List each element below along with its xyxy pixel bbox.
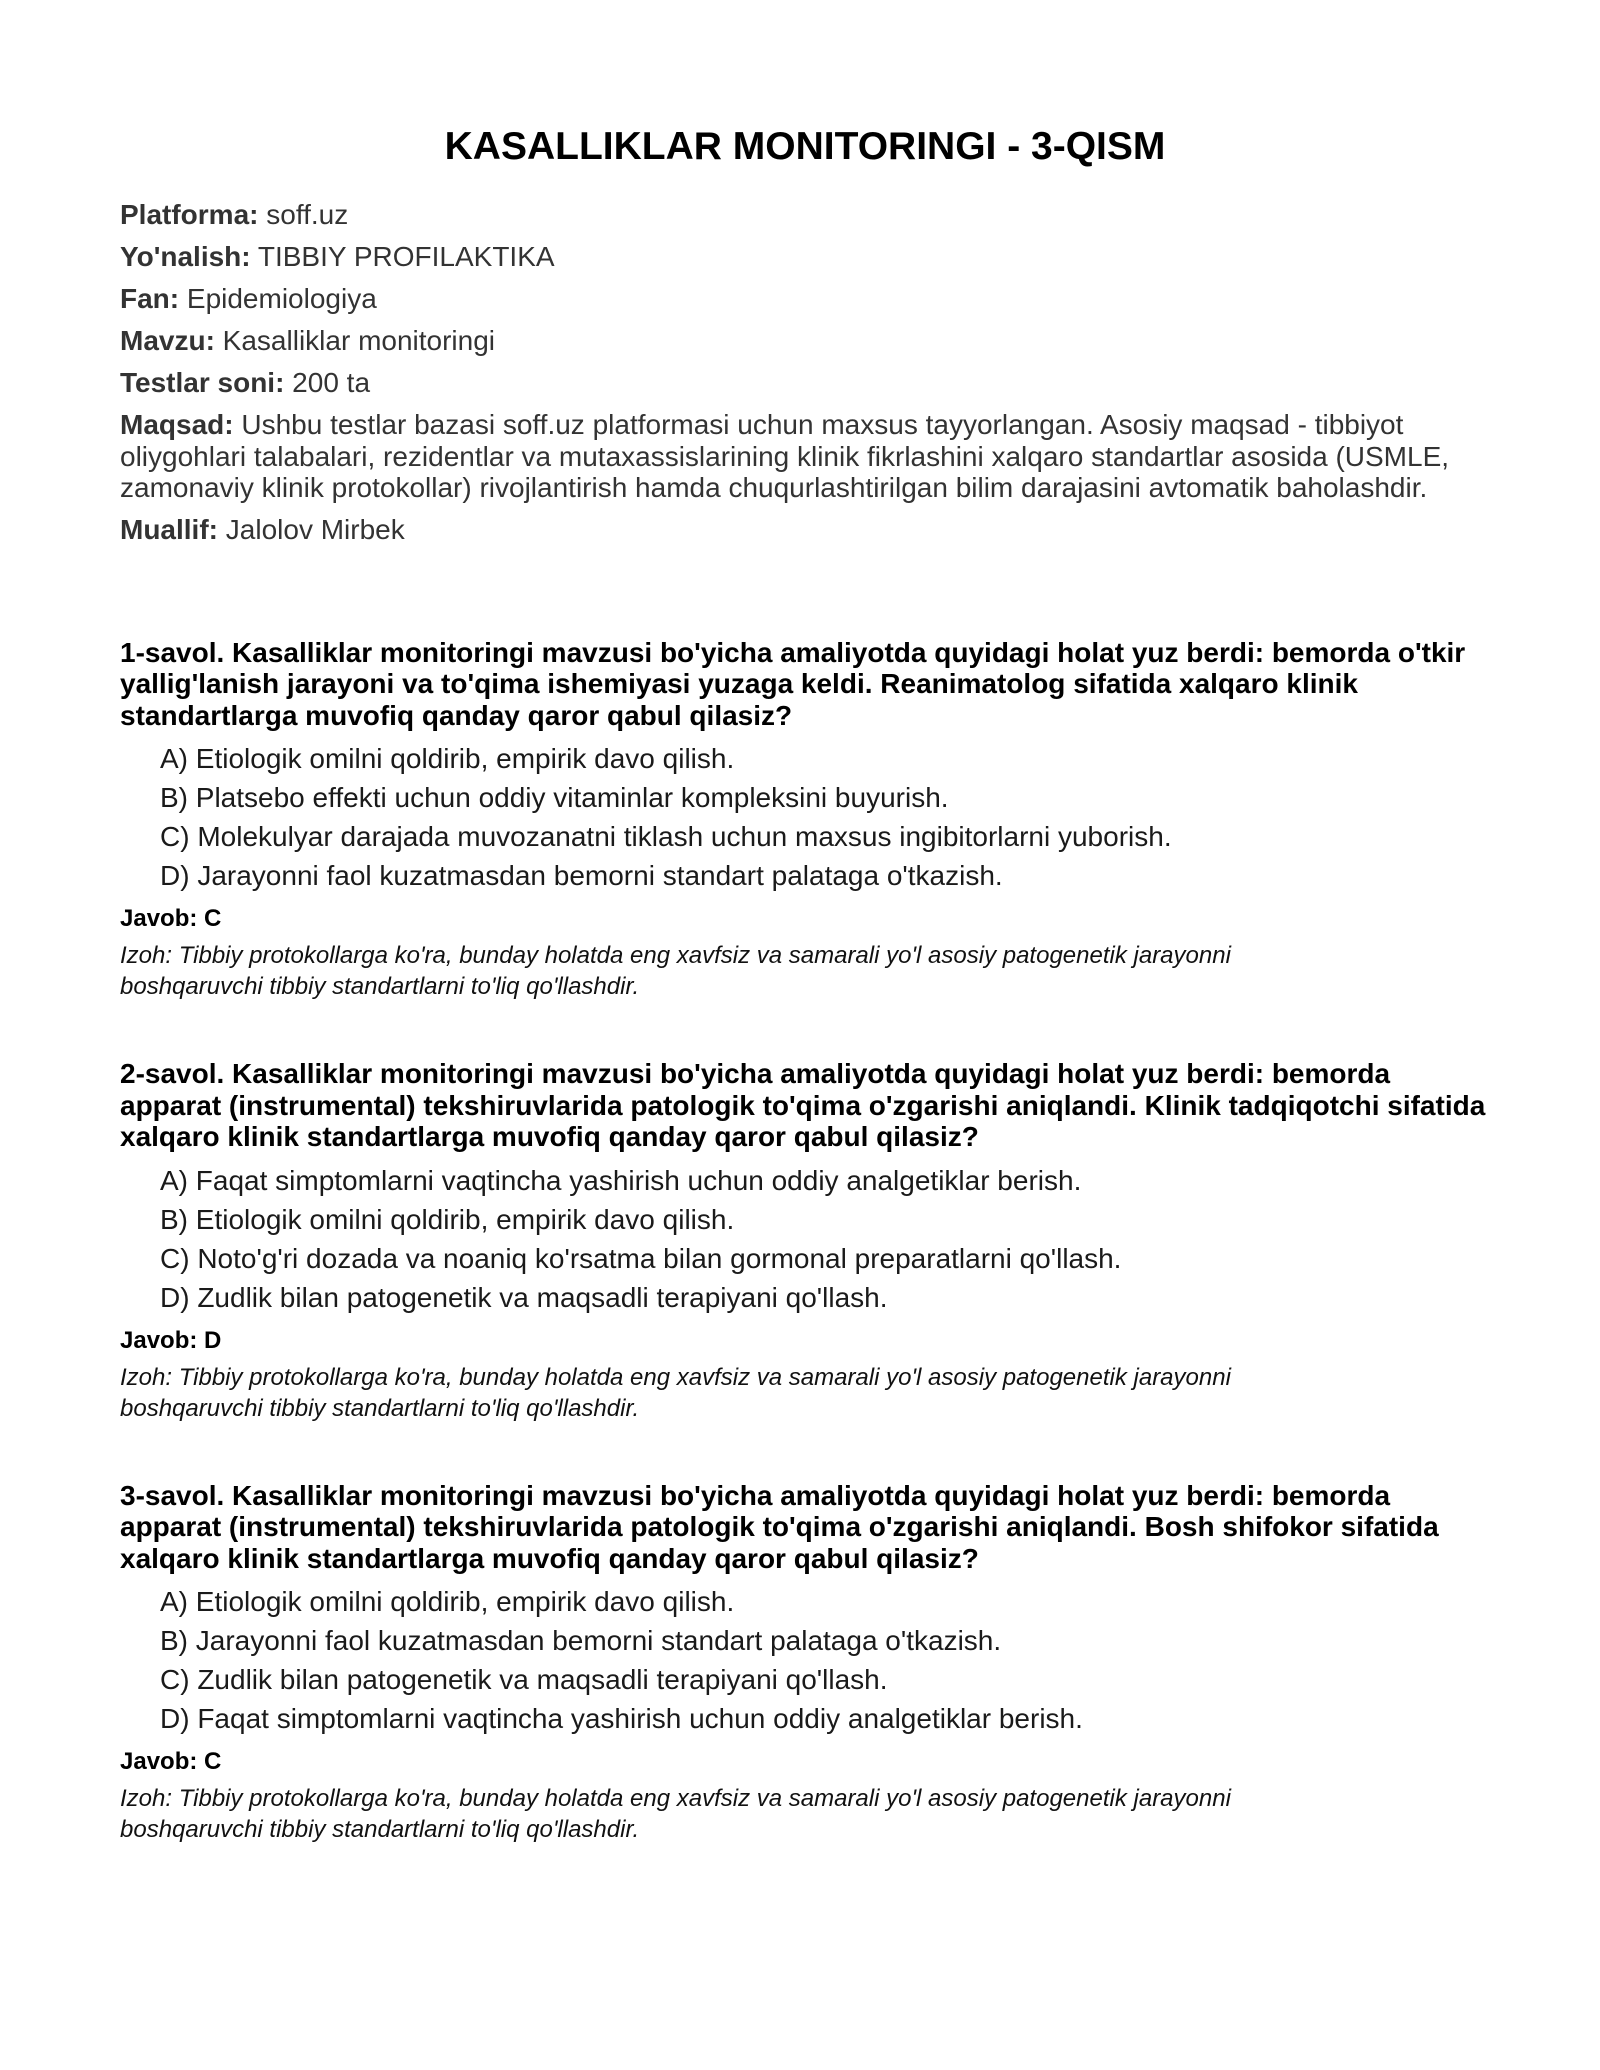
answer-option: A) Faqat simptomlarni vaqtincha yashirish uchun oddiy analgetiklar berish.: [160, 1164, 1082, 1196]
question-item: [120, 1480, 1490, 1846]
meta-platform: [120, 199, 1490, 231]
answer-option: B) Etiologik omilni qoldirib, empirik davo qilish.: [160, 1203, 735, 1235]
answer-option: D) Jarayonni faol kuzatmasdan bemorni standart palataga o'tkazish.: [160, 860, 1003, 891]
meta-subject-value: Epidemiologiya: [179, 283, 377, 314]
question-item: [120, 1058, 1490, 1424]
meta-topic-value: Kasalliklar monitoringi: [214, 325, 496, 356]
answer-explanation: Izoh: Tibbiy protokollarga ko'ra, bunday holatda eng xavfsiz va samarali yo'l asosiy patogenetik jarayonni boshqaruvchi tibbiy standartlarni to'liq qo'llashdir.: [120, 942, 1231, 1000]
meta-subject-label: Fan:: [120, 283, 180, 314]
meta-direction: [120, 241, 1490, 273]
answer-explanation: Izoh: Tibbiy protokollarga ko'ra, bunday holatda eng xavfsiz va samarali yo'l asosiy patogenetik jarayonni boshqaruvchi tibbiy standartlarni to'liq qo'llashdir.: [120, 1785, 1231, 1843]
question-text: 1-savol. Kasalliklar monitoringi mavzusi bo'yicha amaliyotda quyidagi holat yuz berdi: bemorda o'tkir yallig'lanish jarayoni va to'qima ishemiyasi yuzaga keldi. Reanimatolog sifatida xalqaro klinik standartlarga muvofiq qanday qaror qabul qilasiz?: [120, 636, 1466, 731]
question-item: [120, 637, 1490, 1003]
question-text: 3-savol. Kasalliklar monitoringi mavzusi bo'yicha amaliyotda quyidagi holat yuz berdi: bemorda apparat (instrumental) tekshiruvlarida patologik to'qima o'zgarishi aniqlandi. Bosh shifokor sifatida xalqaro klinik standartlarga muvofiq qanday qaror qabul qilasiz?: [120, 1479, 1439, 1574]
document-title: KASALLIKLAR MONITORINGI - 3-QISM: [444, 125, 1166, 168]
meta-author: [120, 514, 1490, 546]
answer-option: D) Zudlik bilan patogenetik va maqsadli terapiyani qo'llash.: [160, 1281, 888, 1313]
answer-option: B) Platsebo effekti uchun oddiy vitaminlar kompleksini buyurish.: [160, 782, 949, 813]
meta-topic: [120, 325, 1490, 357]
answer-options: [160, 743, 1490, 892]
document-page: [120, 0, 1490, 1901]
meta-topic-label: Mavzu:: [120, 325, 215, 356]
correct-answer: Javob: D: [120, 1326, 222, 1354]
answer-option: C) Noto'g'ri dozada va noaniq ko'rsatma bilan gormonal preparatlarni qo'llash.: [160, 1242, 1122, 1274]
meta-goal: [120, 409, 1490, 504]
correct-answer: Javob: C: [120, 1748, 222, 1775]
meta-count-value: 200 ta: [284, 367, 371, 398]
meta-platform-label: Platforma:: [120, 199, 259, 230]
answer-option: C) Zudlik bilan patogenetik va maqsadli terapiyani qo'llash.: [160, 1664, 888, 1695]
meta-platform-value: soff.uz: [258, 199, 349, 230]
meta-direction-label: Yo'nalish:: [120, 241, 251, 272]
meta-direction-value: TIBBIY PROFILAKTIKA: [250, 241, 555, 272]
meta-count-label: Testlar soni:: [120, 367, 285, 398]
meta-subject: [120, 283, 1490, 315]
meta-author-label: Muallif:: [120, 513, 218, 545]
meta-goal-label: Maqsad:: [120, 409, 234, 440]
answer-options: [160, 1586, 1490, 1735]
document-meta: [120, 199, 1490, 546]
answer-explanation: Izoh: Tibbiy protokollarga ko'ra, bunday holatda eng xavfsiz va samarali yo'l asosiy patogenetik jarayonni boshqaruvchi tibbiy standartlarni to'liq qo'llashdir.: [120, 1363, 1231, 1422]
answer-option: B) Jarayonni faol kuzatmasdan bemorni standart palataga o'tkazish.: [160, 1625, 1002, 1656]
meta-count: [120, 367, 1490, 399]
answer-option: C) Molekulyar darajada muvozanatni tiklash uchun maxsus ingibitorlarni yuborish.: [160, 821, 1172, 852]
answer-option: A) Etiologik omilni qoldirib, empirik davo qilish.: [160, 1586, 735, 1617]
question-list: [120, 637, 1490, 1846]
correct-answer: Javob: C: [120, 905, 222, 932]
question-text: 2-savol. Kasalliklar monitoringi mavzusi bo'yicha amaliyotda quyidagi holat yuz berdi: bemorda apparat (instrumental) tekshiruvlarida patologik to'qima o'zgarishi aniqlandi. Klinik tadqiqotchi sifatida xalqaro klinik standartlarga muvofiq qanday qaror qabul qilasiz?: [120, 1058, 1486, 1152]
answer-options: [160, 1165, 1490, 1314]
answer-option: D) Faqat simptomlarni vaqtincha yashirish uchun oddiy analgetiklar berish.: [160, 1703, 1083, 1734]
meta-author-value: Jalolov Mirbek: [218, 513, 405, 545]
answer-option: A) Etiologik omilni qoldirib, empirik davo qilish.: [160, 743, 735, 774]
meta-goal-value: Ushbu testlar bazasi soff.uz platformasi uchun maxsus tayyorlangan. Asosiy maqsad - tibbiyot oliygohlari talabalari, rezidentlar va mutaxassislarining klinik fikrlashini xalqaro standartlar asosida (USMLE, zamonaviy klinik protokollar) rivojlantirish hamda chuqurlashtirilgan bilim darajasini avtomatik baholashdir.: [120, 409, 1450, 503]
